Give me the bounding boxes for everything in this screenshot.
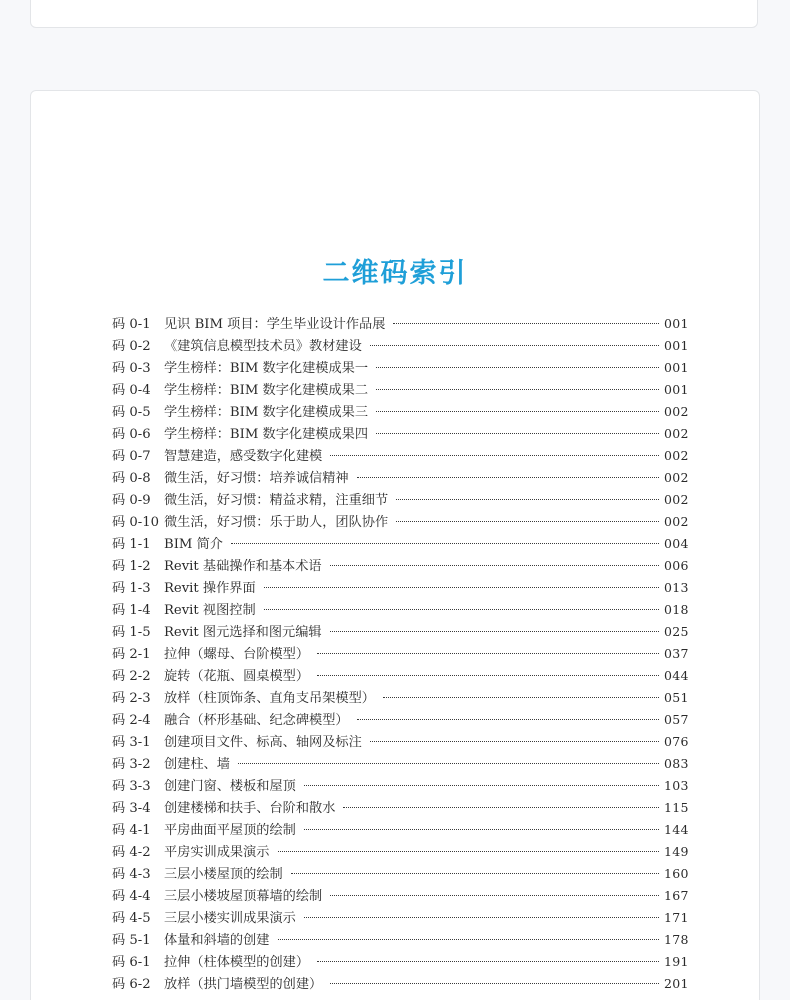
entry-title: Revit 基础操作和基本术语	[164, 559, 322, 574]
entry-code: 码 3-4	[112, 801, 151, 816]
entry-page-number: 002	[664, 470, 689, 485]
entry-title: 融合（杯形基础、纪念碑模型）	[164, 713, 349, 728]
entry-code: 码 4-2	[112, 845, 151, 860]
entry-title: 旋转（花瓶、圆桌模型）	[164, 669, 310, 684]
index-entry[interactable]	[112, 665, 689, 687]
entry-page-number: 002	[664, 426, 689, 441]
index-entry[interactable]	[112, 577, 689, 599]
dot-leader	[278, 851, 660, 852]
index-entry[interactable]	[112, 445, 689, 467]
index-entry[interactable]	[112, 489, 689, 511]
index-entry[interactable]	[112, 753, 689, 775]
entry-title: 学生榜样：BIM 数字化建模成果一	[164, 361, 369, 376]
entry-title: 微生活，好习惯：乐于助人，团队协作	[164, 515, 389, 530]
entry-code: 码 0-1	[112, 317, 151, 332]
entry-title: 微生活，好习惯：培养诚信精神	[164, 471, 349, 486]
entry-code: 码 1-2	[112, 559, 151, 574]
entry-title: 拉伸（柱体模型的创建）	[164, 955, 310, 970]
entry-page-number: 002	[664, 404, 689, 419]
entry-page-number: 001	[664, 316, 689, 331]
entry-code: 码 6-2	[112, 977, 151, 992]
entry-code: 码 5-1	[112, 933, 151, 948]
entry-title: 《建筑信息模型技术员》教材建设	[164, 339, 362, 354]
document-page	[30, 90, 760, 1000]
dot-leader	[330, 895, 659, 896]
entry-code: 码 2-3	[112, 691, 151, 706]
entry-code: 码 2-4	[112, 713, 151, 728]
entry-page-number: 001	[664, 360, 689, 375]
dot-leader	[383, 697, 659, 698]
entry-title: 见识 BIM 项目：学生毕业设计作品展	[164, 317, 386, 332]
entry-code: 码 2-1	[112, 647, 151, 662]
entry-code: 码 3-3	[112, 779, 151, 794]
entry-title: Revit 视图控制	[164, 603, 256, 618]
entry-page-number: 004	[664, 536, 689, 551]
dot-leader	[330, 455, 659, 456]
entry-title: Revit 图元选择和图元编辑	[164, 625, 322, 640]
entry-code: 码 3-1	[112, 735, 151, 750]
index-entry[interactable]	[112, 907, 689, 929]
entry-page-number: 018	[664, 602, 689, 617]
entry-title: Revit 操作界面	[164, 581, 256, 596]
dot-leader	[330, 631, 659, 632]
entry-code: 码 0-3	[112, 361, 151, 376]
entry-page-number: 006	[664, 558, 689, 573]
index-entry[interactable]	[112, 885, 689, 907]
entry-title: 平房曲面平屋顶的绘制	[164, 823, 296, 838]
index-entry[interactable]	[112, 643, 689, 665]
entry-page-number: 044	[664, 668, 689, 683]
index-entry[interactable]	[112, 951, 689, 973]
index-entry[interactable]	[112, 797, 689, 819]
entry-title: 三层小楼实训成果演示	[164, 911, 296, 926]
entry-page-number: 057	[664, 712, 689, 727]
dot-leader	[317, 961, 659, 962]
entry-page-number: 002	[664, 448, 689, 463]
dot-leader	[264, 587, 659, 588]
entry-title: 学生榜样：BIM 数字化建模成果二	[164, 383, 369, 398]
previous-page-card	[30, 0, 758, 28]
entry-page-number: 001	[664, 382, 689, 397]
entry-title: 体量和斜墙的创建	[164, 933, 270, 948]
dot-leader	[376, 433, 659, 434]
index-entry[interactable]	[112, 401, 689, 423]
dot-leader	[376, 367, 659, 368]
entry-page-number: 178	[664, 932, 689, 947]
dot-leader	[393, 323, 659, 324]
dot-leader	[304, 917, 659, 918]
entry-page-number: 160	[664, 866, 689, 881]
entry-page-number: 083	[664, 756, 689, 771]
entry-title: 微生活，好习惯：精益求精，注重细节	[164, 493, 389, 508]
index-entry[interactable]	[112, 973, 689, 995]
entry-code: 码 1-3	[112, 581, 151, 596]
dot-leader	[291, 873, 659, 874]
dot-leader	[396, 499, 659, 500]
dot-leader	[264, 609, 659, 610]
entry-page-number: 002	[664, 492, 689, 507]
entry-code: 码 4-5	[112, 911, 151, 926]
entry-code: 码 0-2	[112, 339, 151, 354]
index-entry[interactable]	[112, 511, 689, 533]
entry-code: 码 1-4	[112, 603, 151, 618]
index-entry[interactable]	[112, 313, 689, 335]
entry-title: 智慧建造，感受数字化建模	[164, 449, 323, 464]
entry-code: 码 4-4	[112, 889, 151, 904]
entry-code: 码 2-2	[112, 669, 151, 684]
page-title: 二维码索引	[322, 258, 468, 289]
entry-code: 码 0-6	[112, 427, 151, 442]
dot-leader	[304, 785, 659, 786]
dot-leader	[370, 741, 659, 742]
entry-code: 码 0-9	[112, 493, 151, 508]
entry-code: 码 4-1	[112, 823, 151, 838]
index-entry[interactable]	[112, 775, 689, 797]
index-entry[interactable]	[112, 819, 689, 841]
dot-leader	[304, 829, 659, 830]
dot-leader	[330, 983, 659, 984]
index-entry[interactable]	[112, 467, 689, 489]
index-entry[interactable]	[112, 423, 689, 445]
entry-page-number: 076	[664, 734, 689, 749]
entry-title: 创建柱、墙	[164, 757, 230, 772]
entry-page-number: 201	[664, 976, 689, 991]
dot-leader	[376, 389, 659, 390]
index-entry[interactable]	[112, 929, 689, 951]
entry-title: 创建项目文件、标高、轴网及标注	[164, 735, 362, 750]
entry-title: 学生榜样：BIM 数字化建模成果四	[164, 427, 369, 442]
dot-leader	[317, 653, 659, 654]
entry-code: 码 3-2	[112, 757, 151, 772]
index-entry[interactable]	[112, 863, 689, 885]
entry-page-number: 149	[664, 844, 689, 859]
index-entry[interactable]	[112, 621, 689, 643]
entry-page-number: 191	[664, 954, 689, 969]
dot-leader	[376, 411, 659, 412]
entry-code: 码 0-10	[112, 515, 160, 530]
entry-code: 码 1-5	[112, 625, 151, 640]
index-entry[interactable]	[112, 841, 689, 863]
entry-title: 学生榜样：BIM 数字化建模成果三	[164, 405, 369, 420]
index-entry[interactable]	[112, 599, 689, 621]
qr-code-index-list	[112, 313, 689, 995]
dot-leader	[357, 719, 659, 720]
entry-page-number: 051	[664, 690, 689, 705]
entry-page-number: 103	[664, 778, 689, 793]
entry-page-number: 115	[664, 800, 689, 815]
entry-code: 码 0-4	[112, 383, 151, 398]
index-entry[interactable]	[112, 731, 689, 753]
dot-leader	[330, 565, 659, 566]
dot-leader	[231, 543, 659, 544]
index-entry[interactable]	[112, 555, 689, 577]
index-entry[interactable]	[112, 379, 689, 401]
dot-leader	[370, 345, 659, 346]
index-entry[interactable]	[112, 357, 689, 379]
entry-page-number: 037	[664, 646, 689, 661]
entry-code: 码 4-3	[112, 867, 151, 882]
entry-title: 平房实训成果演示	[164, 845, 270, 860]
entry-page-number: 013	[664, 580, 689, 595]
entry-code: 码 0-8	[112, 471, 151, 486]
entry-page-number: 167	[664, 888, 689, 903]
dot-leader	[357, 477, 659, 478]
dot-leader	[396, 521, 659, 522]
dot-leader	[343, 807, 659, 808]
entry-code: 码 6-1	[112, 955, 151, 970]
dot-leader	[317, 675, 659, 676]
entry-title: 三层小楼坡屋顶幕墙的绘制	[164, 889, 323, 904]
index-entry[interactable]	[112, 687, 689, 709]
entry-title: 创建门窗、楼板和屋顶	[164, 779, 296, 794]
index-entry[interactable]	[112, 335, 689, 357]
dot-leader	[238, 763, 659, 764]
entry-code: 码 0-7	[112, 449, 151, 464]
entry-title: 三层小楼屋顶的绘制	[164, 867, 283, 882]
entry-title: 创建楼梯和扶手、台阶和散水	[164, 801, 336, 816]
entry-code: 码 1-1	[112, 537, 151, 552]
entry-code: 码 0-5	[112, 405, 151, 420]
index-entry[interactable]	[112, 709, 689, 731]
entry-page-number: 002	[664, 514, 689, 529]
dot-leader	[278, 939, 660, 940]
index-entry[interactable]	[112, 533, 689, 555]
entry-title: 拉伸（螺母、台阶模型）	[164, 647, 310, 662]
entry-title: 放样（柱顶饰条、直角支吊架模型）	[164, 691, 375, 706]
entry-page-number: 171	[664, 910, 689, 925]
entry-page-number: 001	[664, 338, 689, 353]
entry-title: 放样（拱门墙模型的创建）	[164, 977, 323, 992]
entry-page-number: 144	[664, 822, 689, 837]
entry-title: BIM 简介	[164, 537, 223, 552]
entry-page-number: 025	[664, 624, 689, 639]
